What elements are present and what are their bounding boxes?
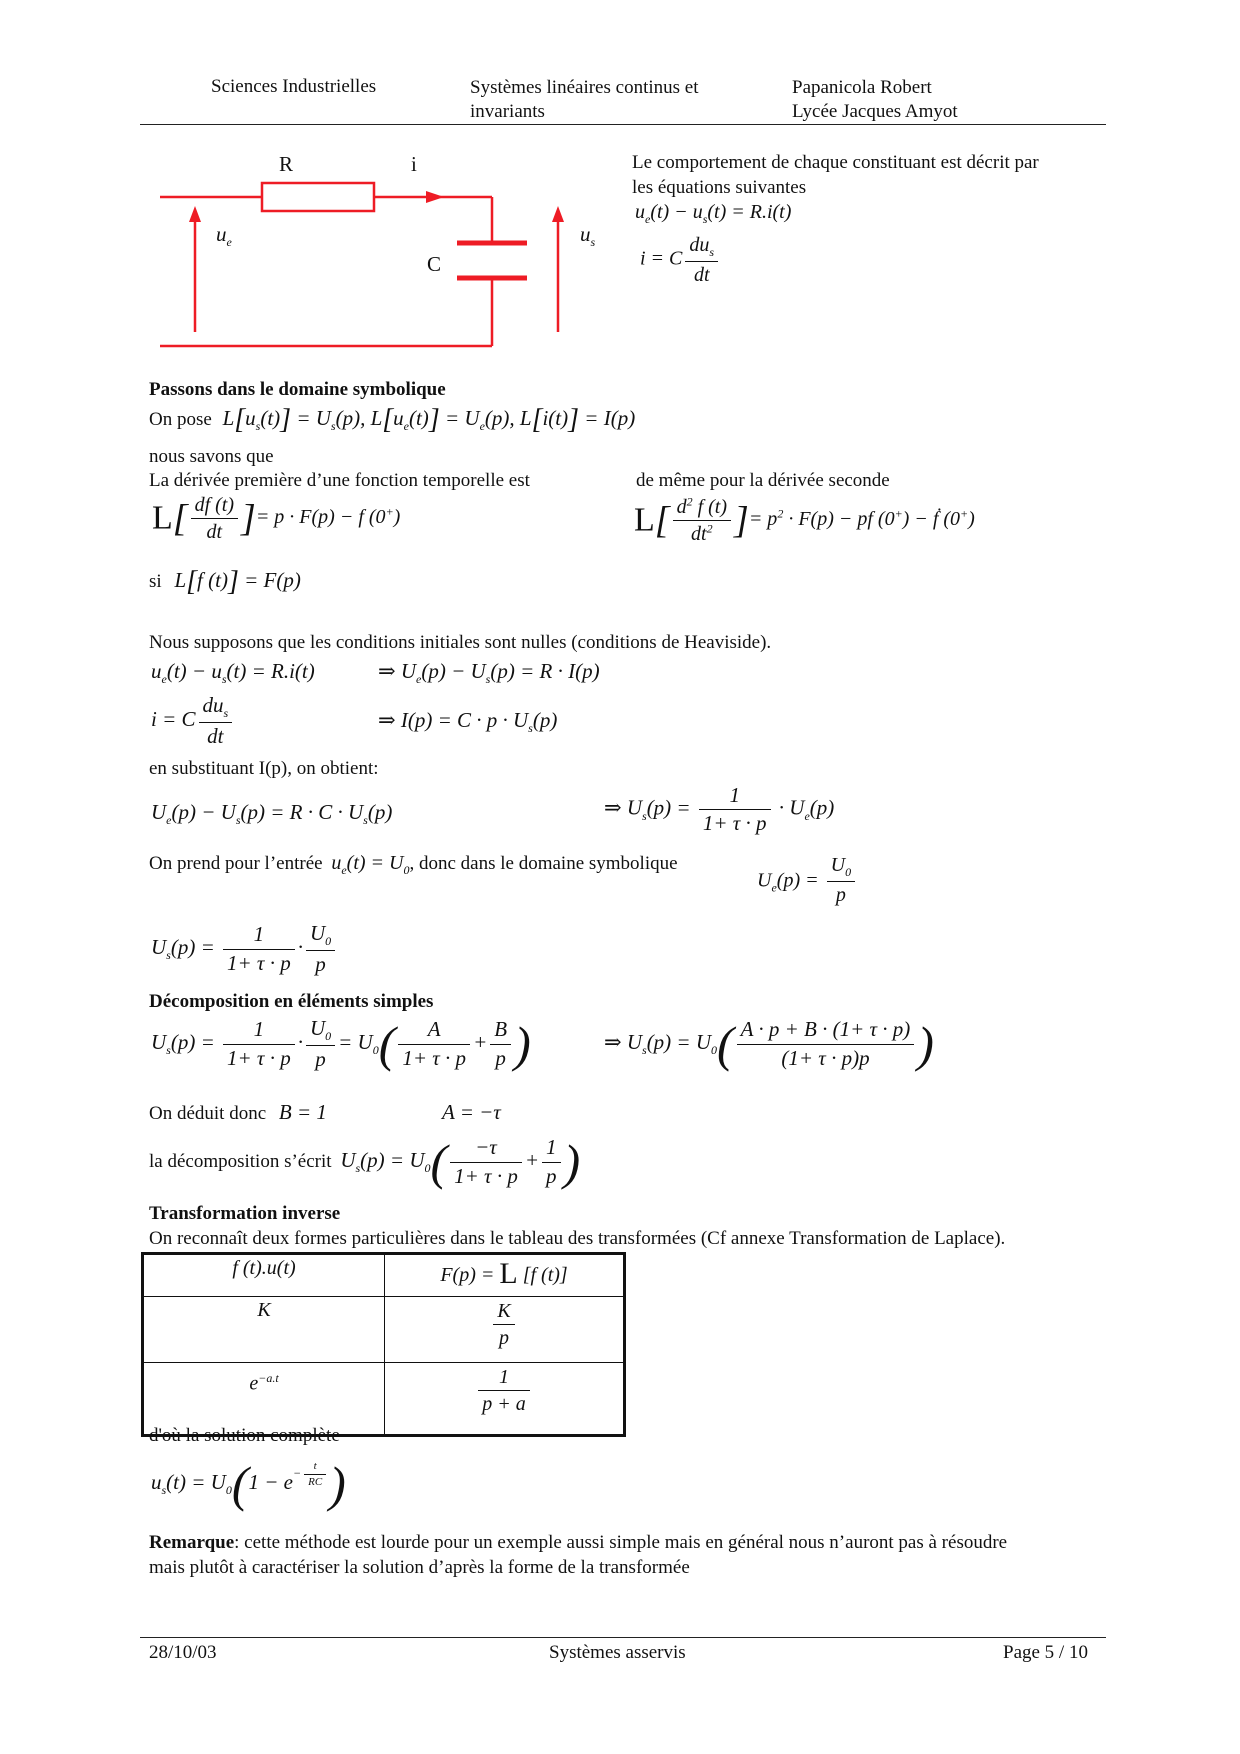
footer-page: Page 5 / 10 xyxy=(1003,1642,1088,1663)
si-line xyxy=(149,566,301,598)
footer-title: Systèmes asservis xyxy=(549,1642,686,1663)
eq-step-laplace: $U_e(p)$ = $\frac{U_0}{p}$ xyxy=(757,852,858,908)
intro-line1: Le comportement de chaque constituant est décrit par xyxy=(632,152,1039,173)
eq-decomposition-1: $U_s(p)$ = $\frac{1}{1+ \tau \cdot p}$ · $\frac{U_0}{p}$ = $U_0$( $\frac{A}{1+ \tau \cdot p}$ + $\frac{B}{p}$ ) xyxy=(151,1016,531,1073)
eq-si: L[f (t)] = F(p) xyxy=(174,566,301,597)
eq-mesh: $u_e(t) - u_s(t) = R.i(t)$ xyxy=(635,201,792,226)
eq-substituted: $U_e(p) - U_s(p) = R \cdot C \cdot U_s(p)$ xyxy=(151,800,393,828)
decomp-ecrit-line xyxy=(149,1133,580,1191)
section-title-symbolique: Passons dans le domaine symbolique xyxy=(149,379,446,400)
section-title-inverse: Transformation inverse xyxy=(149,1203,341,1224)
header-right xyxy=(792,76,958,124)
eq-mesh-time: $u_e(t) - u_s(t) = R.i(t)$ xyxy=(151,659,315,687)
eq-solution: $u_s(t) = U_0(1 - e^{- \frac{t}{RC}}$ ) xyxy=(151,1456,346,1512)
resistor xyxy=(262,183,374,211)
solution-text: d'où la solution complète xyxy=(149,1425,340,1446)
table-head-time: f (t).u(t) xyxy=(143,1254,385,1297)
eq-capacitor-laplace: ⇒ $I(p) = C \cdot p \cdot U_s(p)$ xyxy=(378,708,558,736)
header-center xyxy=(470,76,698,124)
eq-notation: $L[u_s(t)] = U_s(p)$, $L[u_e(t)] = U_e(p)$, L[i(t)] = I(p) xyxy=(222,404,636,435)
eq-decomposition-2: ⇒ $U_s(p) = U_0$( $\frac{A \cdot p + B \cdot (1+ \tau \cdot p)}{(1+ \tau \cdot p)p}$ ) xyxy=(604,1016,934,1072)
header-center-line1: Systèmes linéaires continus et xyxy=(470,77,699,98)
remark-line2: mais plutôt à caractériser la solution d’après la forme de la transformée xyxy=(149,1557,690,1578)
label-i: i xyxy=(411,152,417,176)
reconnait-text: On reconnaît deux formes particulières dans le tableau des transformées (Cf annexe Transformation de Laplace). xyxy=(149,1228,1006,1249)
footer-rule xyxy=(140,1637,1106,1638)
header-right-line2: Lycée Jacques Amyot xyxy=(792,101,958,122)
eq-second-derivative: L[ $\frac{d^2 f (t)}{dt^2}$ ]= $p^2 \cdot F(p)$ − pf (0+) − ḟ (0+) xyxy=(634,494,975,545)
intro-text xyxy=(632,150,1039,200)
on-pose-label: On pose xyxy=(149,408,212,430)
eq-step-input: $u_e(t) = U_0$ xyxy=(331,852,410,877)
header-right-line1: Papanicola Robert xyxy=(792,77,932,98)
table-cell-exp-laplace: $\frac{1}{p + a}$ xyxy=(385,1363,625,1436)
label-us: $u_s$ xyxy=(580,222,596,250)
eq-output-laplace: $U_s(p)$ = $\frac{1}{1+ \tau \cdot p}$ · $\frac{U_0}{p}$ xyxy=(151,920,338,978)
header-rule xyxy=(140,124,1106,125)
label-ue: $u_e$ xyxy=(216,222,232,250)
header-left: Sciences Industrielles xyxy=(211,76,377,97)
table-cell-const: K xyxy=(143,1297,385,1363)
eq-mesh-laplace: ⇒ $U_e(p) - U_s(p) = R \cdot I(p)$ xyxy=(378,659,600,687)
decomp-ecrit-label: la décomposition s’écrit xyxy=(149,1150,332,1172)
ue-arrow-head xyxy=(189,206,201,222)
table-header-row xyxy=(143,1254,625,1297)
label-c: C xyxy=(427,252,442,276)
entree-line xyxy=(149,852,678,878)
eq-first-derivative: L[ $\frac{df (t)}{dt}$ ]= p · F(p) − f (0+) xyxy=(152,494,401,543)
derivee-premiere-text: La dérivée première d’une fonction temporelle est xyxy=(149,470,530,491)
us-arrow-head xyxy=(552,206,564,222)
table-cell-const-laplace: $\frac{K}{p}$ xyxy=(385,1297,625,1363)
heaviside-text: Nous supposons que les conditions initiales sont nulles (conditions de Heaviside). xyxy=(149,632,772,653)
table-cell-exp: $e^{-a.t}$ xyxy=(143,1363,385,1436)
eq-transfer: ⇒ $U_s(p)$ = $\frac{1}{1+ \tau \cdot p}$ · $U_e(p)$ xyxy=(604,782,834,838)
eq-a-value: A = −τ xyxy=(442,1100,501,1124)
si-label: si xyxy=(149,570,162,592)
intro-line2: les équations suivantes xyxy=(632,177,807,198)
footer-date: 28/10/03 xyxy=(149,1642,217,1663)
eq-capacitor: i = C $\frac{du_s}{dt}$ xyxy=(640,232,721,288)
deduit-line xyxy=(149,1100,327,1125)
eq-capacitor-time: i = C $\frac{du_s}{dt}$ xyxy=(151,692,235,750)
donc-symbolique-label: , donc dans le domaine symbolique xyxy=(409,853,678,874)
section-title-decomposition: Décomposition en éléments simples xyxy=(149,991,434,1012)
substituant-text: en substituant I(p), on obtient: xyxy=(149,758,379,779)
laplace-transform-table xyxy=(141,1252,626,1437)
remark-line1: Remarque: cette méthode est lourde pour un exemple aussi simple mais en général nous n’auront pas à résoudre xyxy=(149,1532,1008,1553)
nous-savons: nous savons que xyxy=(149,446,274,467)
current-arrow-head xyxy=(426,191,444,203)
table-head-laplace: F(p) = L [f (t)] xyxy=(385,1254,625,1297)
prend-entree-label: On prend pour l’entrée xyxy=(149,853,323,874)
on-pose-line xyxy=(149,404,635,436)
header-center-line2: invariants xyxy=(470,101,545,122)
table-row xyxy=(143,1297,625,1363)
eq-decomposition-final: $U_s(p) = U_0$( $\frac{-\tau}{1+ \tau \cdot p}$ + $\frac{1}{p}$ ) xyxy=(340,1134,581,1190)
label-r: R xyxy=(279,152,294,176)
remark-block xyxy=(149,1530,1007,1580)
eq-b-value: B = 1 xyxy=(278,1100,327,1124)
derivee-seconde-text: de même pour la dérivée seconde xyxy=(636,470,890,491)
deduit-label: On déduit donc xyxy=(149,1103,267,1124)
